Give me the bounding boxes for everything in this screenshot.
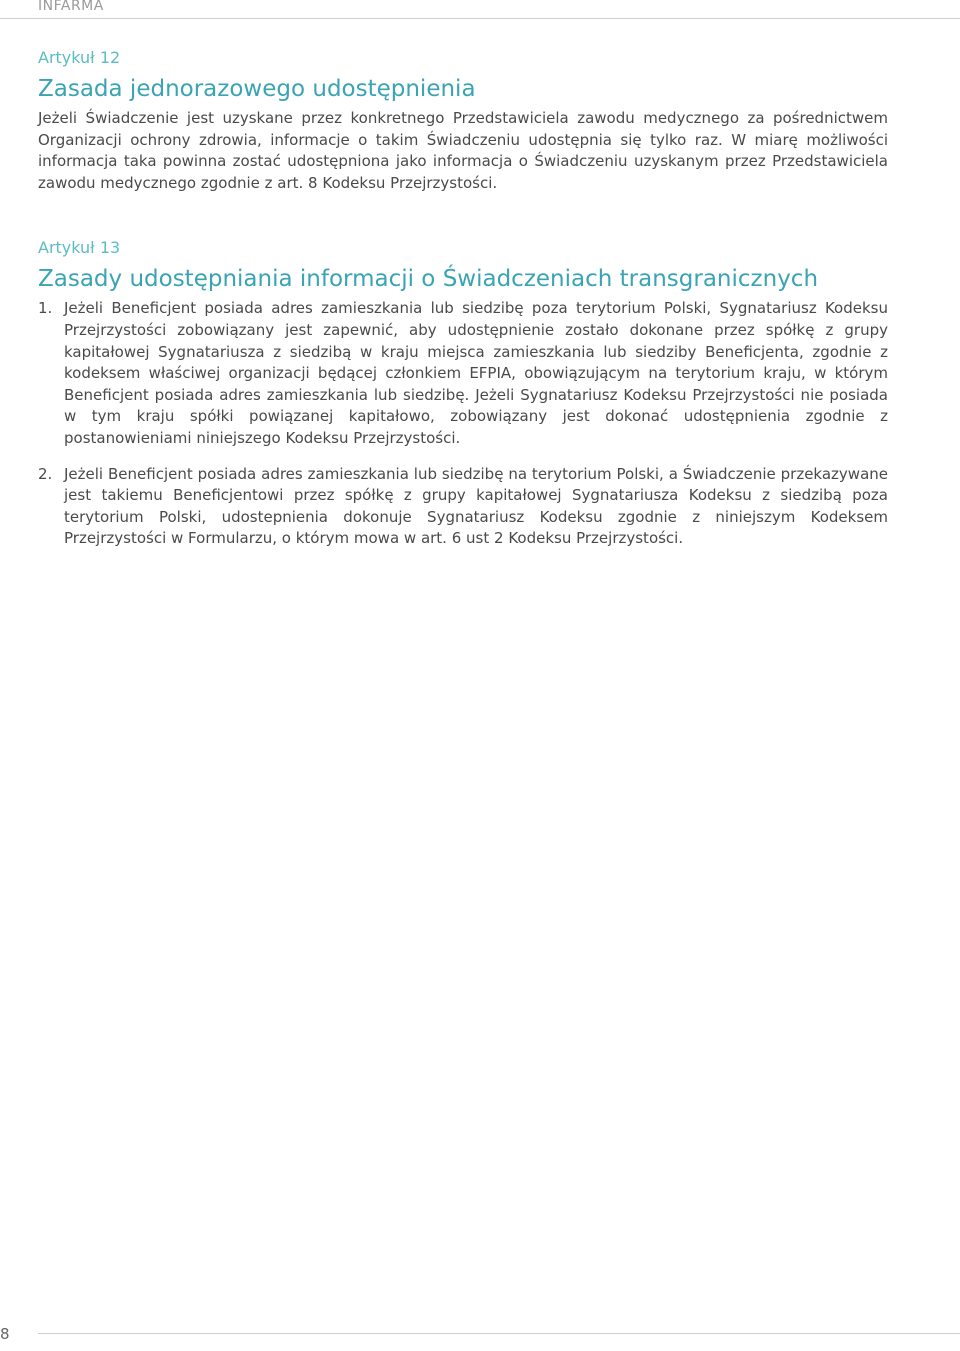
- footer-rule: [38, 1333, 960, 1334]
- article-13-label: Artykuł 13: [38, 238, 121, 258]
- article-13-list: [38, 298, 888, 550]
- page-number: 8: [0, 1325, 10, 1343]
- list-item-number: 2.: [38, 464, 53, 483]
- document-body: [38, 46, 888, 564]
- list-item-text: Jeżeli Beneficjent posiada adres zamieszkania lub siedzibę poza terytorium Polski, Sygnatariusz Kodeksu Przejrzystości zobowiązany jest zapewnić, aby udostępnienie zostało dokonane przez spółkę z grupy kapitałowej Sygnatariusza z siedzibą w kraju miejsca zamieszkania lub siedziby Beneficjenta, zgodnie z kodeksem właściwej organizacji będącej członkiem EFPIA, obowiązującym na terytorium kraju, w którym Beneficjent posiada adres zamieszkania lub siedzibę. Jeżeli Sygnatariusz Kodeksu Przejrzystości nie posiada w tym kraju spółki powiązanej kapitałowo, zobowiązany jest dokonać udostępnienia zgodnie z postanowieniami niniejszego Kodeksu Przejrzystości.: [64, 299, 888, 447]
- article-13-title: Zasady udostępniania informacji o Świadczeniach transgranicznych: [38, 266, 819, 293]
- list-item: [38, 298, 888, 449]
- list-item: [38, 464, 888, 550]
- header-rule: [0, 18, 960, 19]
- list-item-number: 1.: [38, 299, 53, 318]
- brand-label: INFARMA: [38, 0, 110, 14]
- article-12-label: Artykuł 12: [38, 48, 121, 67]
- article-12-title: Zasada jednorazowego udostępnienia: [38, 76, 476, 102]
- list-item-text: Jeżeli Beneficjent posiada adres zamieszkania lub siedzibę na terytorium Polski, a Świadczenie przekazywane jest takiemu Beneficjentowi przez spółkę z grupy kapitałowej Sygnatariusza Kodeksu z siedzibą poza terytorium Polski, udostepnienia dokonuje Sygnatariusz Kodeksu zgodnie z niniejszym Kodeksem Przejrzystości w Formularzu, o którym mowa w art. 6 ust 2 Kodeksu Przejrzystości.: [64, 464, 888, 548]
- article-13: [38, 236, 888, 550]
- article-12-text: Jeżeli Świadczenie jest uzyskane przez konkretnego Przedstawiciela zawodu medycznego za pośrednictwem Organizacji ochrony zdrowia, informacje o takim Świadczeniu udostępnia się tylko raz. W miarę możliwości informacja taka powinna zostać udostępniona jako informacja o Świadczeniu uzyskanym przez Przedstawiciela zawodu medycznego zgodnie z art. 8 Kodeksu Przejrzystości.: [38, 109, 888, 192]
- article-12: [38, 46, 888, 194]
